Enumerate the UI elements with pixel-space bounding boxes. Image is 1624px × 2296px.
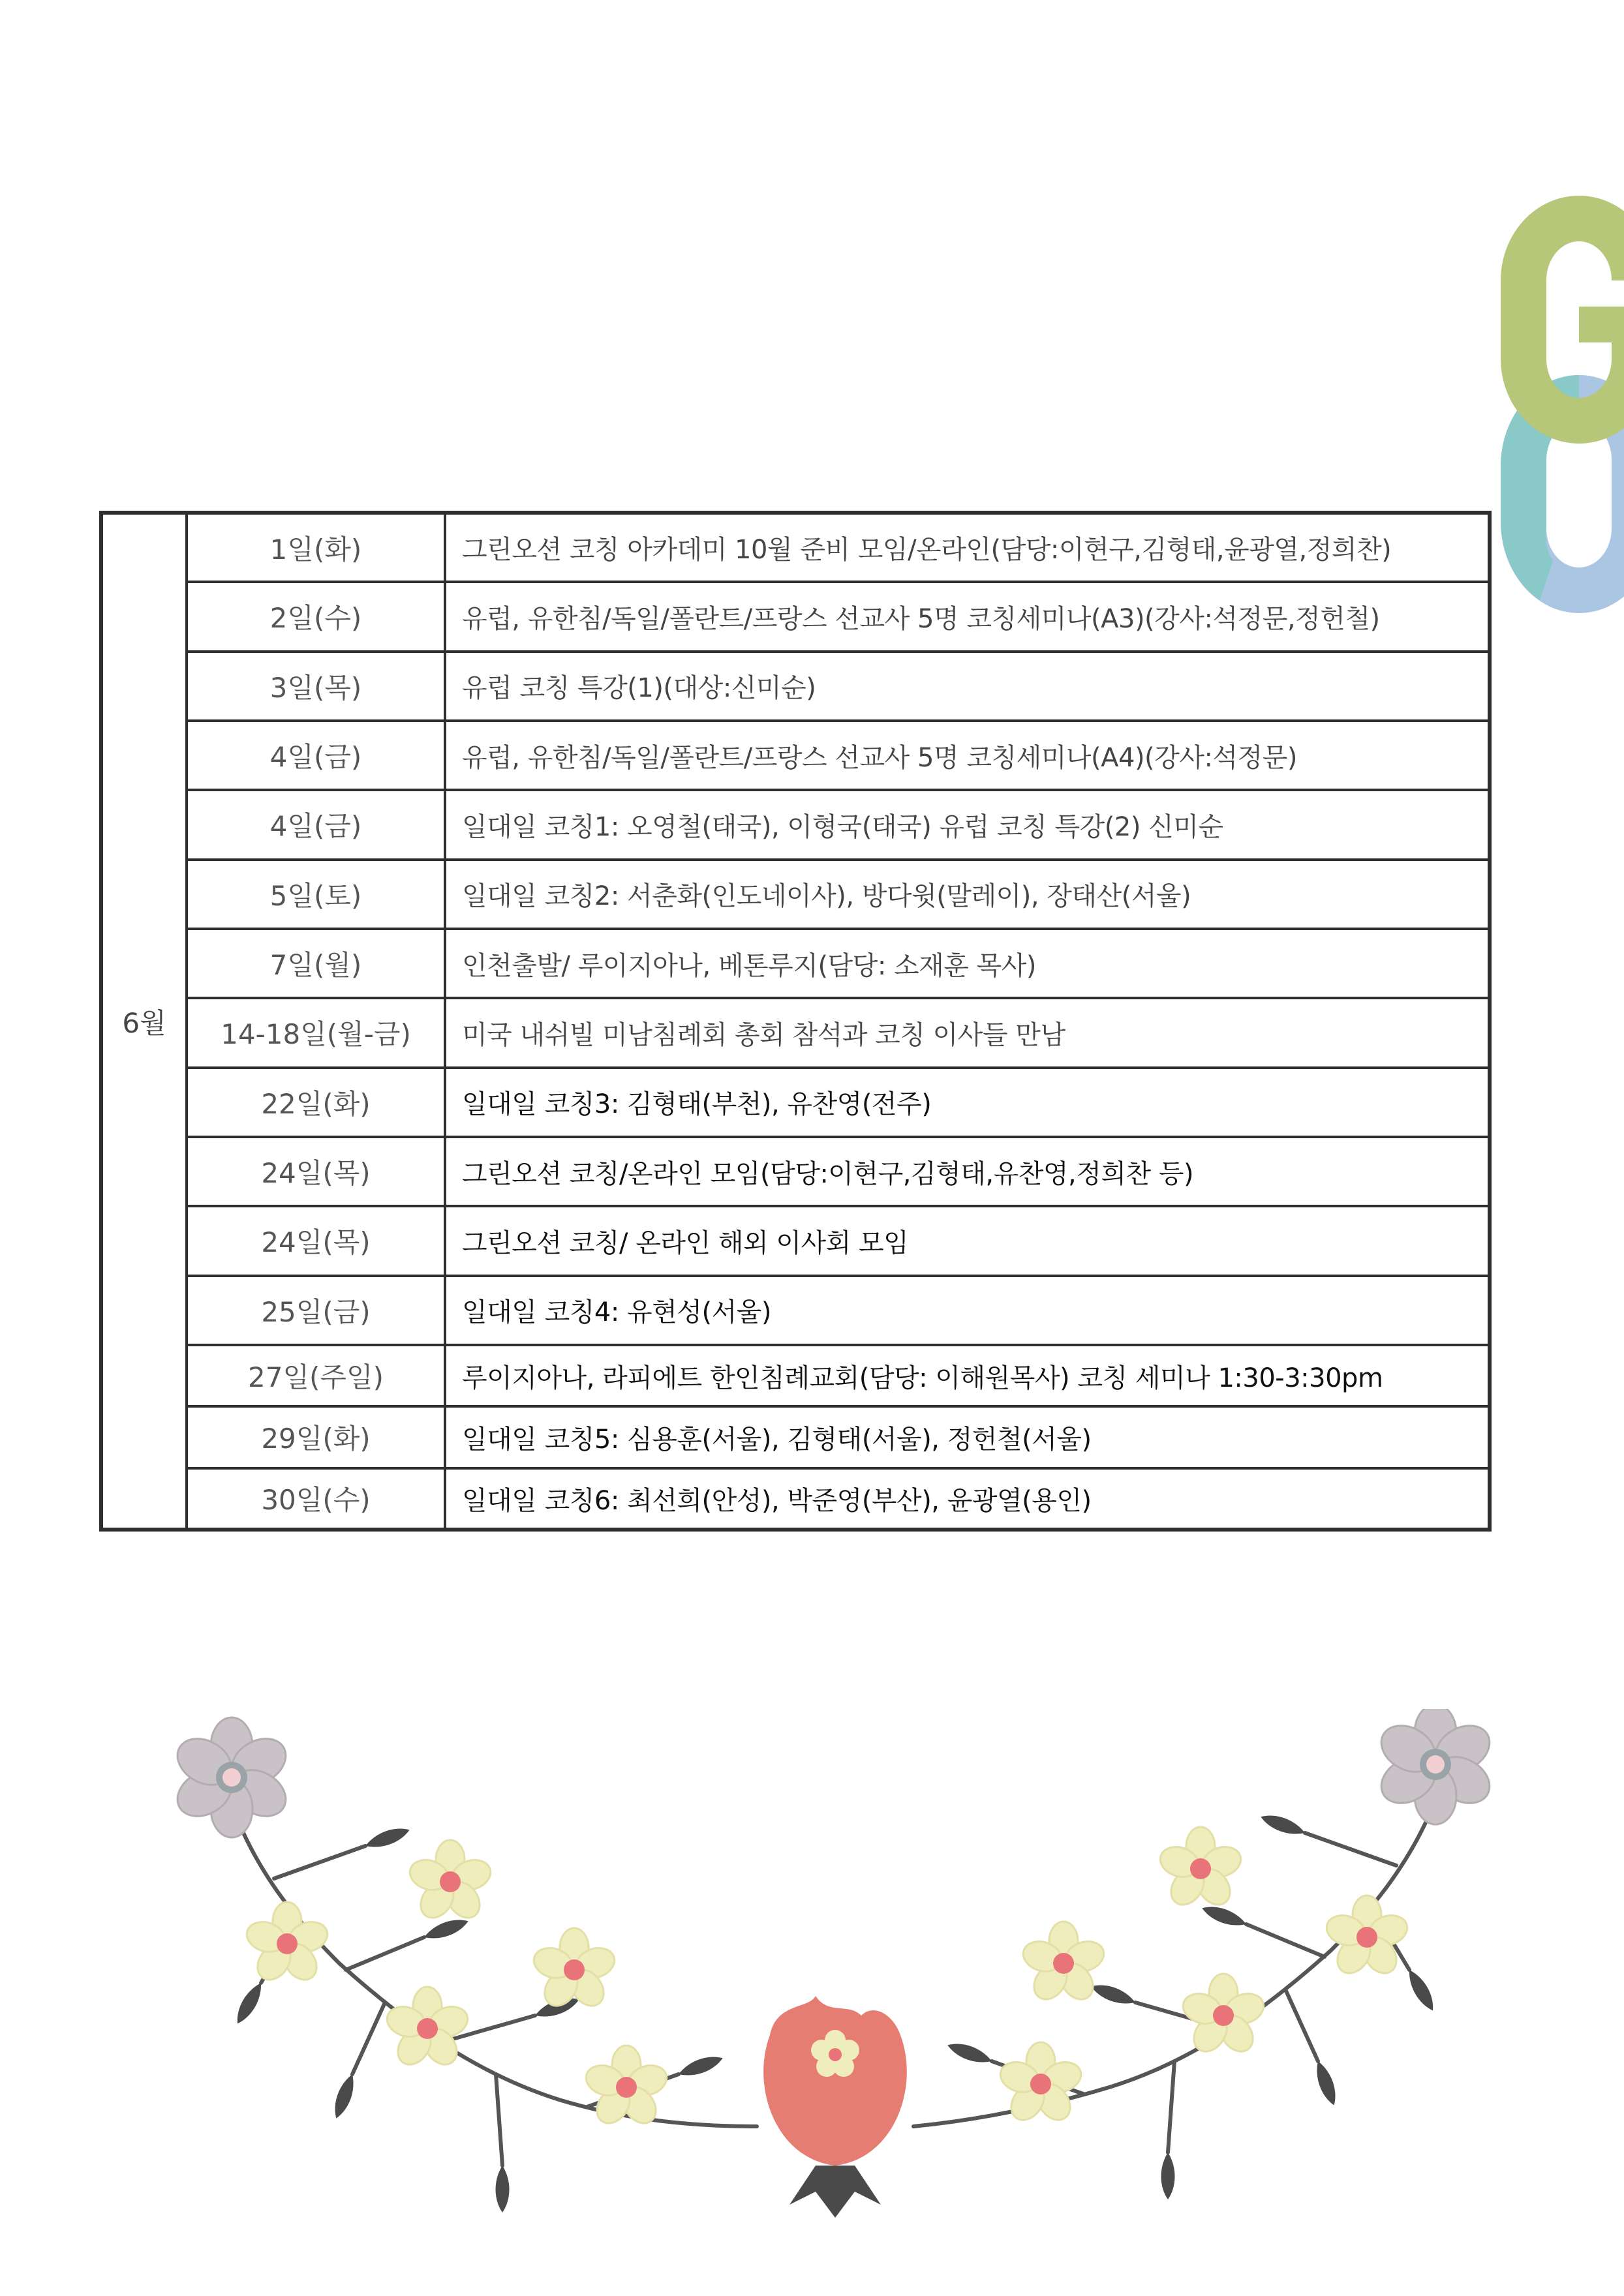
table-row	[101, 860, 1490, 929]
table-row	[101, 513, 1490, 582]
event-cell: 일대일 코칭2: 서춘화(인도네이사), 방다윗(말레이), 장태산(서울)	[445, 860, 1490, 929]
table-row	[101, 1276, 1490, 1345]
table-row	[101, 929, 1490, 998]
date-cell: 24일(목)	[187, 1206, 445, 1275]
table-row	[101, 1406, 1490, 1468]
table-row	[101, 582, 1490, 651]
center-bud-icon	[763, 1996, 907, 2218]
event-cell: 그린오션 코칭/ 온라인 해외 이사회 모임	[445, 1206, 1490, 1275]
event-cell: 일대일 코칭5: 심용훈(서울), 김형태(서울), 정헌철(서울)	[445, 1406, 1490, 1468]
table-row	[101, 998, 1490, 1067]
table-row	[101, 790, 1490, 859]
event-cell: 일대일 코칭1: 오영철(태국), 이형국(태국) 유럽 코칭 특강(2) 신미순	[445, 790, 1490, 859]
event-cell: 일대일 코칭3: 김형태(부천), 유찬영(전주)	[445, 1068, 1490, 1137]
date-cell: 4일(금)	[187, 721, 445, 790]
date-cell: 2일(수)	[187, 582, 445, 651]
table-row	[101, 1068, 1490, 1137]
logo-letter-g	[1501, 196, 1624, 444]
date-cell: 24일(목)	[187, 1137, 445, 1206]
go-logo	[1501, 196, 1624, 613]
event-cell: 유럽, 유한침/독일/폴란트/프랑스 선교사 5명 코칭세미나(A4)(강사:석정문)	[445, 721, 1490, 790]
event-cell: 루이지아나, 라피에트 한인침례교회(담당: 이해원목사) 코칭 세미나 1:30-3:30pm	[445, 1345, 1490, 1406]
event-cell: 그린오션 코칭 아카데미 10월 준비 모임/온라인(담당:이현구,김형태,윤광열,정희찬)	[445, 513, 1490, 582]
event-cell: 유럽, 유한침/독일/폴란트/프랑스 선교사 5명 코칭세미나(A3)(강사:석정문,정헌철)	[445, 582, 1490, 651]
table-row	[101, 1468, 1490, 1530]
month-cell: 6월	[101, 513, 187, 1530]
event-cell: 그린오션 코칭/온라인 모임(담당:이현구,김형태,유찬영,정희찬 등)	[445, 1137, 1490, 1206]
date-cell: 5일(토)	[187, 860, 445, 929]
table-row	[101, 721, 1490, 790]
date-cell: 4일(금)	[187, 790, 445, 859]
date-cell: 27일(주일)	[187, 1345, 445, 1406]
table-row	[101, 1137, 1490, 1206]
date-cell: 3일(목)	[187, 652, 445, 721]
date-cell: 25일(금)	[187, 1276, 445, 1345]
event-cell: 미국 내쉬빌 미남침례회 총회 참석과 코칭 이사들 만남	[445, 998, 1490, 1067]
event-cell: 유럽 코칭 특강(1)(대상:신미순)	[445, 652, 1490, 721]
floral-garland-decoration	[170, 1709, 1501, 2296]
date-cell: 22일(화)	[187, 1068, 445, 1137]
table-row	[101, 652, 1490, 721]
date-cell: 14-18일(월-금)	[187, 998, 445, 1067]
date-cell: 30일(수)	[187, 1468, 445, 1530]
schedule-table	[99, 511, 1492, 1532]
date-cell: 7일(월)	[187, 929, 445, 998]
event-cell: 일대일 코칭4: 유현성(서울)	[445, 1276, 1490, 1345]
table-row	[101, 1345, 1490, 1406]
event-cell: 인천출발/ 루이지아나, 베톤루지(담당: 소재훈 목사)	[445, 929, 1490, 998]
date-cell: 1일(화)	[187, 513, 445, 582]
table-row	[101, 1206, 1490, 1275]
date-cell: 29일(화)	[187, 1406, 445, 1468]
event-cell: 일대일 코칭6: 최선희(안성), 박준영(부산), 윤광열(용인)	[445, 1468, 1490, 1530]
